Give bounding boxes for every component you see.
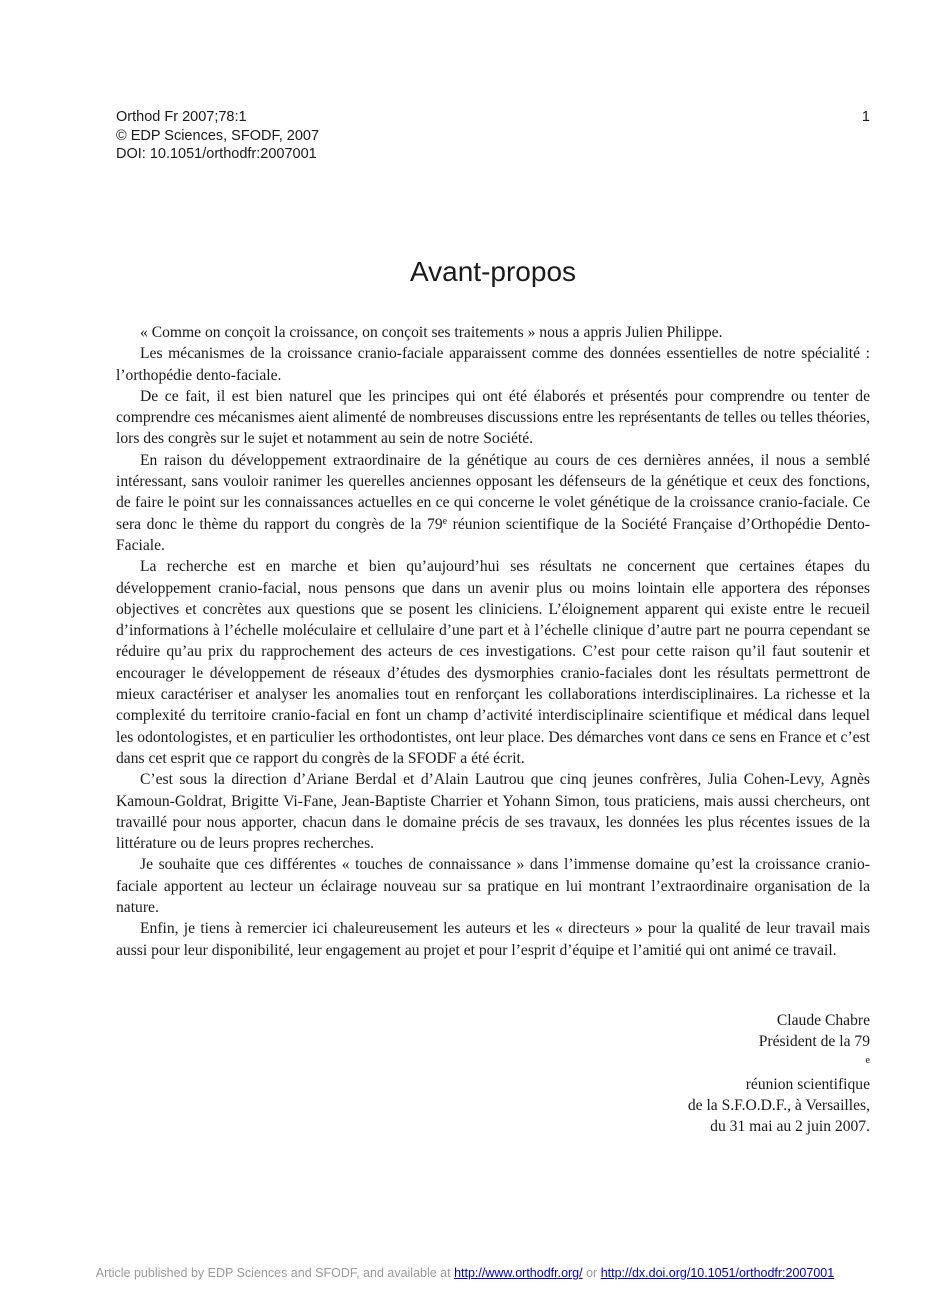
copyright-line: © EDP Sciences, SFODF, 2007 [116,127,320,144]
footer-text: Article published by EDP Sciences and SFODF, and available at [95,1266,455,1280]
doi-link[interactable]: http://dx.doi.org/10.1051/orthodfr:2007001 [600,1266,835,1280]
paragraph-8: Enfin, je tiens à remercier ici chaleureusement les auteurs et les « directeurs » pour la qualité de leur travail mais aussi pour leur disponibilité, leur engagement au projet et pour l’esprit d’équipe et l’amitié qui ont animé ce travail. [116,920,870,959]
journal-citation: Orthod Fr 2007;78:1 [116,109,247,125]
signature-role [116,1031,870,1095]
ordinal-superscript: e [442,515,448,527]
article-header [116,108,870,164]
signature-role-b: réunion scientifique [745,1075,870,1093]
footer-or: or [582,1266,601,1280]
paragraph-1: « Comme on conçoit la croissance, on conçoit ses traitements » nous a appris Julien Philippe. [140,324,723,341]
article-body [116,322,870,961]
paragraph-4 [116,450,870,556]
paragraph-4-text-b: réunion scientifique de la Société Française d’Orthopédie Dento-Faciale. [116,515,870,554]
paragraph-6: C’est sous la direction d’Ariane Berdal et d’Alain Lautrou que cinq jeunes confrères, Julia Cohen-Levy, Agnès Kamoun-Goldrat, Brigitte Vi-Fane, Jean-Baptiste Charrier et Yohann Simon, tous praticiens, mais aussi chercheurs, ont travaillé pour nous apporter, chacun dans le domaine précis de ses travaux, les données les plus récentes issues de la littérature ou de leurs propres recherches. [116,771,870,853]
signature-block [116,1010,870,1138]
paragraph-3: De ce fait, il est bien naturel que les principes qui ont été élaborés et présentés pour comprendre ou tenter de comprendre ces mécanismes aient alimenté de nombreuses discussions entre les représentants de telles ou telles théories, lors des congrès sur le sujet et notamment au sein de notre Société. [116,387,870,448]
doi-line: DOI: 10.1051/orthodfr:2007001 [116,146,317,162]
paragraph-4-text-a: En raison du développement extraordinaire de la génétique au cours de ces dernières années, il nous a semblé intéressant, sans vouloir ranimer les querelles anciennes opposant les défenseurs de la génétique et ceux des fonctions, de faire le point sur les connaissances actuelles en ce qui concerne le volet génétique de la croissance cranio-faciale. Ce sera donc le thème du rapport du congrès de la 79 [116,451,870,533]
signature-dates: du 31 mai au 2 juin 2007. [710,1118,870,1136]
signature-organization: de la S.F.O.D.F., à Versailles, [687,1097,870,1115]
paragraph-2: Les mécanismes de la croissance cranio-faciale apparaissent comme des données essentielles de notre spécialité : l’orthopédie dento-faciale. [116,345,870,384]
signature-name: Claude Chabre [776,1012,870,1029]
paragraph-5: La recherche est en marche et bien qu’aujourd’hui ses résultats ne concernent que certaines étapes du développement cranio-facial, nous pensons que dans un avenir plus ou moins lointain elle apportera des réponses objectives et concrètes aux questions que se posent les cliniciens. L’éloignement apparent qui existe entre le recueil d’informations à l’échelle moléculaire et cellulaire d’une part et à l’échelle clinique d’autre part ne pourra cependant se réduire qu’au prix du rapprochement des acteurs de ces investigations. C’est pour cette raison qu’il faut soutenir et encourager le développement de réseaux d’études des dysmorphies cranio-faciales dont les résultats permettront de mieux caractériser et analyser les anomalies tout en renforçant les collaborations interdisciplinaires. La richesse et la complexité du territoire cranio-facial en font un champ d’activité interdisciplinaire scientifique et médical dans lequel les odontologistes, et en particulier les orthodontistes, ont leur place. Des démarches vont dans ce sens en France et c’est dans cet esprit que ce rapport du congrès de la SFODF a été écrit. [116,558,870,767]
publication-footer [0,1265,930,1281]
article-title: Avant-propos [409,256,577,287]
signature-ordinal-superscript: e [865,1054,870,1066]
page-number: 1 [861,109,870,125]
signature-role-a: Président de la 79 [758,1033,870,1051]
paragraph-7: Je souhaite que ces différentes « touches de connaissance » dans l’immense domaine qu’est la croissance cranio-faciale apportent au lecteur un éclairage nouveau sur sa pratique en lui montrant l’extraordinaire organisation de la nature. [116,856,870,917]
orthodfr-link[interactable]: http://www.orthodfr.org/ [454,1266,583,1280]
